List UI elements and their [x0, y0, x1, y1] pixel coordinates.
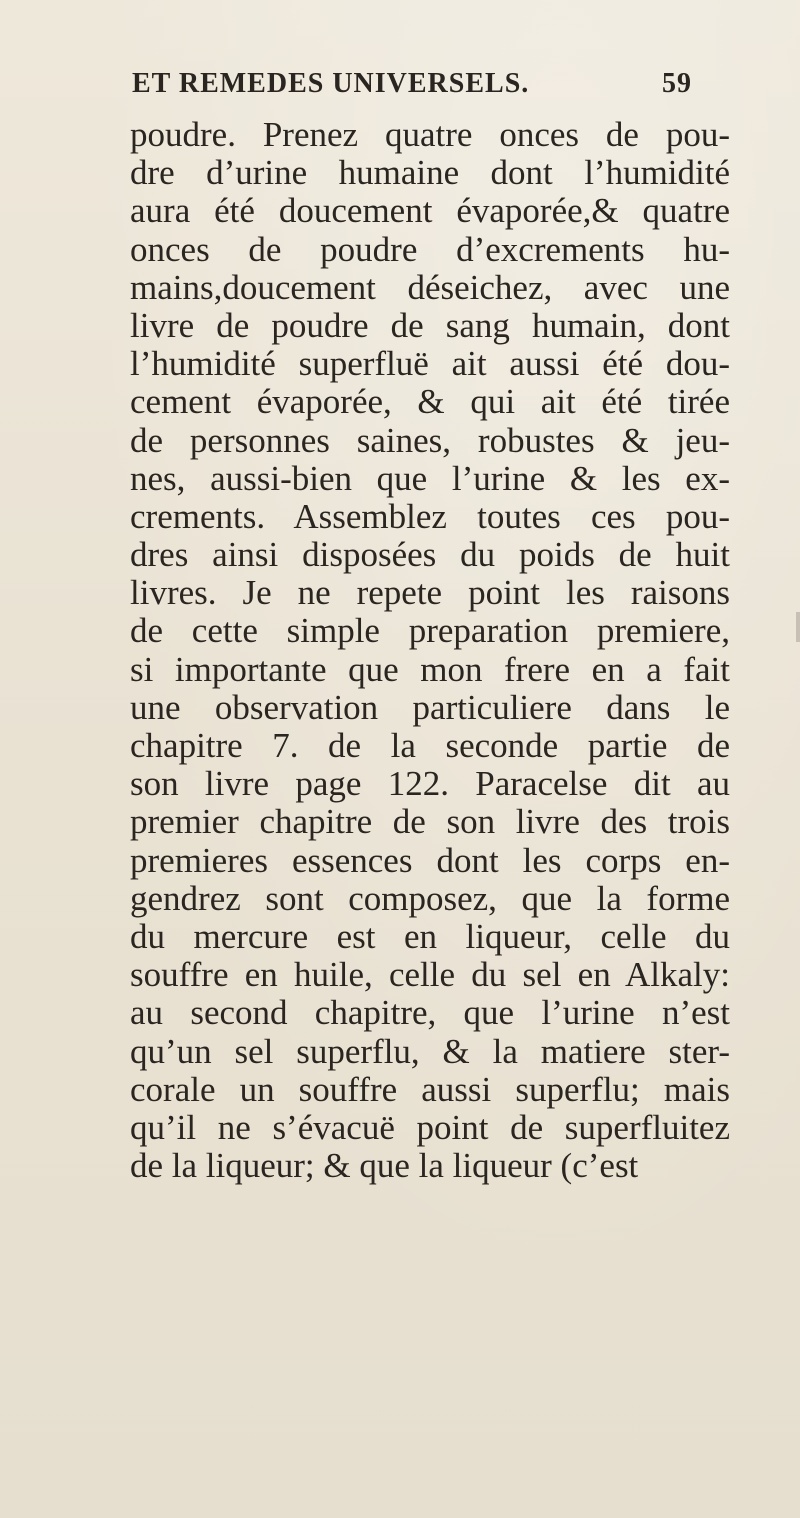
text-line: aura été doucement évaporée,& quatre	[130, 191, 730, 231]
text-line: poudre. Prenez quatre onces de pou-	[130, 115, 730, 154]
page-edge-mark	[796, 612, 800, 642]
text-line: au second chapitre, que l’urine n’est	[130, 993, 730, 1033]
text-line: dre d’urine humaine dont l’humidité	[130, 153, 730, 193]
text-line: crements. Assemblez toutes ces pou-	[130, 496, 730, 536]
text-line: qu’un sel superflu, & la matiere ster-	[130, 1031, 730, 1071]
text-line: de personnes saines, robustes & jeu-	[130, 420, 730, 460]
text-line: une observation particuliere dans le	[130, 687, 730, 727]
text-line: gendrez sont composez, que la forme	[130, 878, 730, 918]
text-line: qu’il ne s’évacuë point de superfluitez	[130, 1107, 730, 1147]
text-line: mains,doucement déseichez, avec une	[130, 267, 730, 307]
text-line: corale un souffre aussi superflu; mais	[130, 1069, 730, 1109]
text-line: onces de poudre d’excrements hu-	[130, 229, 730, 269]
text-line: chapitre 7. de la seconde partie de	[130, 726, 730, 765]
text-line: de cette simple preparation premiere,	[130, 611, 730, 651]
text-line: si importante que mon frere en a fait	[130, 649, 730, 689]
page-number: 59	[662, 68, 692, 99]
text-line: nes, aussi-bien que l’urine & les ex-	[130, 458, 730, 498]
body-text	[130, 116, 730, 1185]
text-line: cement évaporée, & qui ait été tirée	[130, 382, 730, 422]
running-header	[132, 68, 692, 108]
text-line: souffre en huile, celle du sel en Alkaly:	[130, 955, 730, 995]
text-line: livre de poudre de sang humain, dont	[130, 305, 730, 345]
text-line: son livre page 122. Paracelse dit au	[130, 764, 730, 804]
text-line: premier chapitre de son livre des trois	[130, 802, 730, 842]
text-line: l’humidité superfluë ait aussi été dou-	[130, 344, 730, 384]
text-line: du mercure est en liqueur, celle du	[130, 916, 730, 956]
running-title: ET REMEDES UNIVERSELS.	[132, 68, 530, 99]
text-line: de la liqueur; & que la liqueur (c’est	[130, 1146, 639, 1186]
text-line: dres ainsi disposées du poids de huit	[130, 535, 730, 575]
text-line: premieres essences dont les corps en-	[130, 840, 730, 880]
text-line: livres. Je ne repete point les raisons	[130, 573, 730, 613]
